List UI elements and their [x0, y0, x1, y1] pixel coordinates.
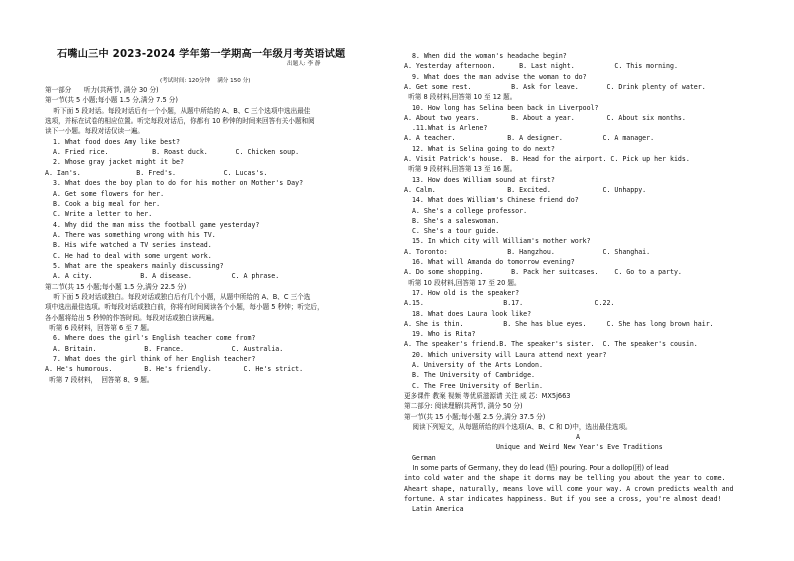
right-line: C. The Free University of Berlin. — [404, 381, 543, 390]
author-line: 出题人: 李 静 — [287, 61, 321, 67]
right-line: 更多课件 教案 视频 等优质滋源请 关注 威 芯: MX5j663 — [404, 391, 571, 400]
right-line: 10. How long has Selina been back in Liverpool? — [404, 103, 599, 112]
exam-meta: (考试时间: 120分钟 满分 150 分) — [160, 78, 251, 84]
right-line: 听第 10 段材料,回答第 17 至 20 题。 — [404, 278, 521, 287]
left-line: 项中选出最佳选项。听每段对话或独白前，你将有时间阅读各个小题，每小题 5 秒钟；听完后， — [45, 303, 324, 312]
left-line: 第一节(共 5 小题;每小题 1.5 分,满分 7.5 分) — [45, 96, 178, 105]
right-line: 14. What does William's Chinese friend do? — [404, 196, 579, 205]
right-line: Unique and Weird New Year's Eve Traditions — [496, 443, 663, 452]
left-line: 2. Whose gray jacket might it be? — [45, 158, 184, 167]
right-line: Latin America — [404, 505, 464, 514]
right-line: A. Toronto: B. Hangzhou. C. Shanghai. — [404, 247, 651, 256]
page-title: 石嘴山三中 2023-2024 学年第一学期高一年级月考英语试题 — [57, 49, 346, 60]
right-line: .11.What is Arlene? — [404, 124, 488, 133]
left-line: 各小题将给出 5 秒钟的作答时间。每段对话或独白读两遍。 — [45, 313, 219, 322]
left-line: 4. Why did the man miss the football game yesterday? — [45, 220, 260, 229]
right-line: 9. What does the man advise the woman to do? — [404, 72, 587, 81]
left-line: 听第 7 段材料， 回答第 8、9 题。 — [45, 375, 154, 384]
right-line: 16. What will Amanda do tomorrow evening? — [404, 258, 575, 266]
left-line: 选项，并标在试卷的相应位置。听完每段对话后，你都有 10 秒钟的时间来回答有关小题和阅 — [45, 117, 315, 126]
right-line: 听第 9 段材料,回答第 13 至 16 题。 — [404, 165, 517, 174]
left-line: B. His wife watched a TV series instead. — [45, 241, 212, 250]
left-line: 读下一小题。每段对话仅读一遍。 — [45, 127, 144, 136]
left-line: A. Ian's. B. Fred's. C. Lucas's. — [45, 168, 268, 177]
right-line: A. She is thin. B. She has blue eyes. C. She has long brown hair. — [404, 319, 714, 328]
right-line: A. University of the Arts London. — [404, 361, 543, 369]
left-line: C. Write a letter to her. — [45, 210, 153, 219]
right-line: B. The University of Cambridge. — [404, 371, 536, 380]
left-line: A. He's humorous. B. He's friendly. C. He's strict. — [45, 365, 304, 374]
right-line: 8. When did the woman's headache begin? — [404, 52, 567, 60]
right-line: A. Yesterday afternoon. B. Last night. C. This morning. — [404, 62, 678, 71]
right-line: fortune. A star indicates happiness. But if you see a cross, you're almost dead! — [404, 494, 722, 503]
right-line: 15. In which city will William's mother work? — [404, 237, 591, 246]
left-line: C. He had to deal with some urgent work. — [45, 251, 212, 260]
right-line: 第二部分: 阅读理解(共两节, 满分 50 分) — [404, 402, 523, 411]
left-line: A. Britain. B. France. C. Australia. — [45, 344, 284, 353]
right-line: 18. What does Laura look like? — [404, 309, 532, 318]
right-line: A — [576, 433, 580, 442]
right-line: 阅读下列短文，从每题所给的四个选项(A、B、C 和 D)中，选出最佳选项。 — [404, 422, 632, 431]
right-line: 13. How does William sound at first? — [404, 175, 555, 184]
right-line: A. The speaker's friend.B. The speaker's sister. C. The speaker's cousin. — [404, 340, 698, 349]
left-line: 1. What food does Amy like best? — [45, 137, 180, 146]
left-line: 3. What does the boy plan to do for his mother on Mother's Day? — [45, 179, 304, 188]
left-line: 7. What does the girl think of her English teacher? — [45, 355, 256, 364]
right-line: C. She's a tour guide. — [404, 227, 500, 236]
left-line: B. Cook a big meal for her. — [45, 199, 161, 208]
left-line: 5. What are the speakers mainly discussing? — [45, 261, 224, 270]
right-line: Aheart shape, naturally, means love will come your way. A crown predicts wealth and — [404, 484, 734, 493]
left-line: 6. Where does the girl's English teacher come from? — [45, 334, 256, 343]
right-line: German — [404, 453, 436, 462]
right-line: In some parts of Germany, they do lead (铅) pouring. Pour a dollop(团) of lead — [404, 464, 669, 472]
right-line: 17. How old is the speaker? — [404, 288, 520, 297]
left-line: 听下面 5 段对话。每段对话后有一个小题，从题中所给的 A、B、C 三个选项中选出最佳 — [45, 106, 311, 115]
right-line: A. Get some rest. B. Ask for leave. C. Drink plenty of water. — [404, 82, 706, 91]
right-line: A. Do some shopping. B. Pack her suitcases. C. Go to a party. — [404, 268, 682, 277]
right-line: A. Visit Patrick's house. B. Head for the airport. C. Pick up her kids. — [404, 155, 690, 163]
left-line: A. Get some flowers for her. — [45, 189, 165, 198]
right-line: A.15. B.17. C.22. — [404, 299, 615, 308]
left-line: 听下面 5 段对话或独白。每段对话或独白后有几个小题，从题中所给的 A、B、C 三个选 — [45, 293, 311, 301]
right-line: 12. What is Selina going to do next? — [404, 144, 555, 153]
left-line: 第二节(共 15 小题;每小题 1.5 分,满分 22.5 分) — [45, 282, 187, 291]
right-line: 19. Who is Rita? — [404, 330, 476, 339]
left-line: A. Fried rice. B. Roast duck. C. Chicken soup. — [45, 148, 300, 157]
right-line: B. She's a saleswoman. — [404, 216, 500, 225]
left-line: 听第 6 段材料，回答第 6 至 7 题。 — [45, 324, 154, 333]
left-line: 第一部分 听力(共两节, 满分 30 分) — [45, 86, 159, 94]
right-line: A. About two years. B. About a year. C. About six months. — [404, 113, 686, 122]
left-line: A. There was something wrong with his TV. — [45, 230, 216, 239]
right-line: 听第 8 段材料,回答第 10 至 12 题。 — [404, 93, 517, 102]
left-line: A. A city. B. A disease. C. A phrase. — [45, 272, 280, 281]
right-line: A. A teacher. B. A designer. C. A manager. — [404, 134, 655, 143]
right-line: A. She's a college professor. — [404, 206, 528, 215]
right-line: 第一节(共 15 小题;每小题 2.5 分,满分 37.5 分) — [404, 412, 546, 421]
right-line: 20. Which university will Laura attend next year? — [404, 350, 607, 359]
right-line: into cold water and the shape it dorms may be telling you about the year to come. — [404, 474, 726, 483]
right-line: A. Calm. B. Excited. C. Unhappy. — [404, 185, 647, 194]
